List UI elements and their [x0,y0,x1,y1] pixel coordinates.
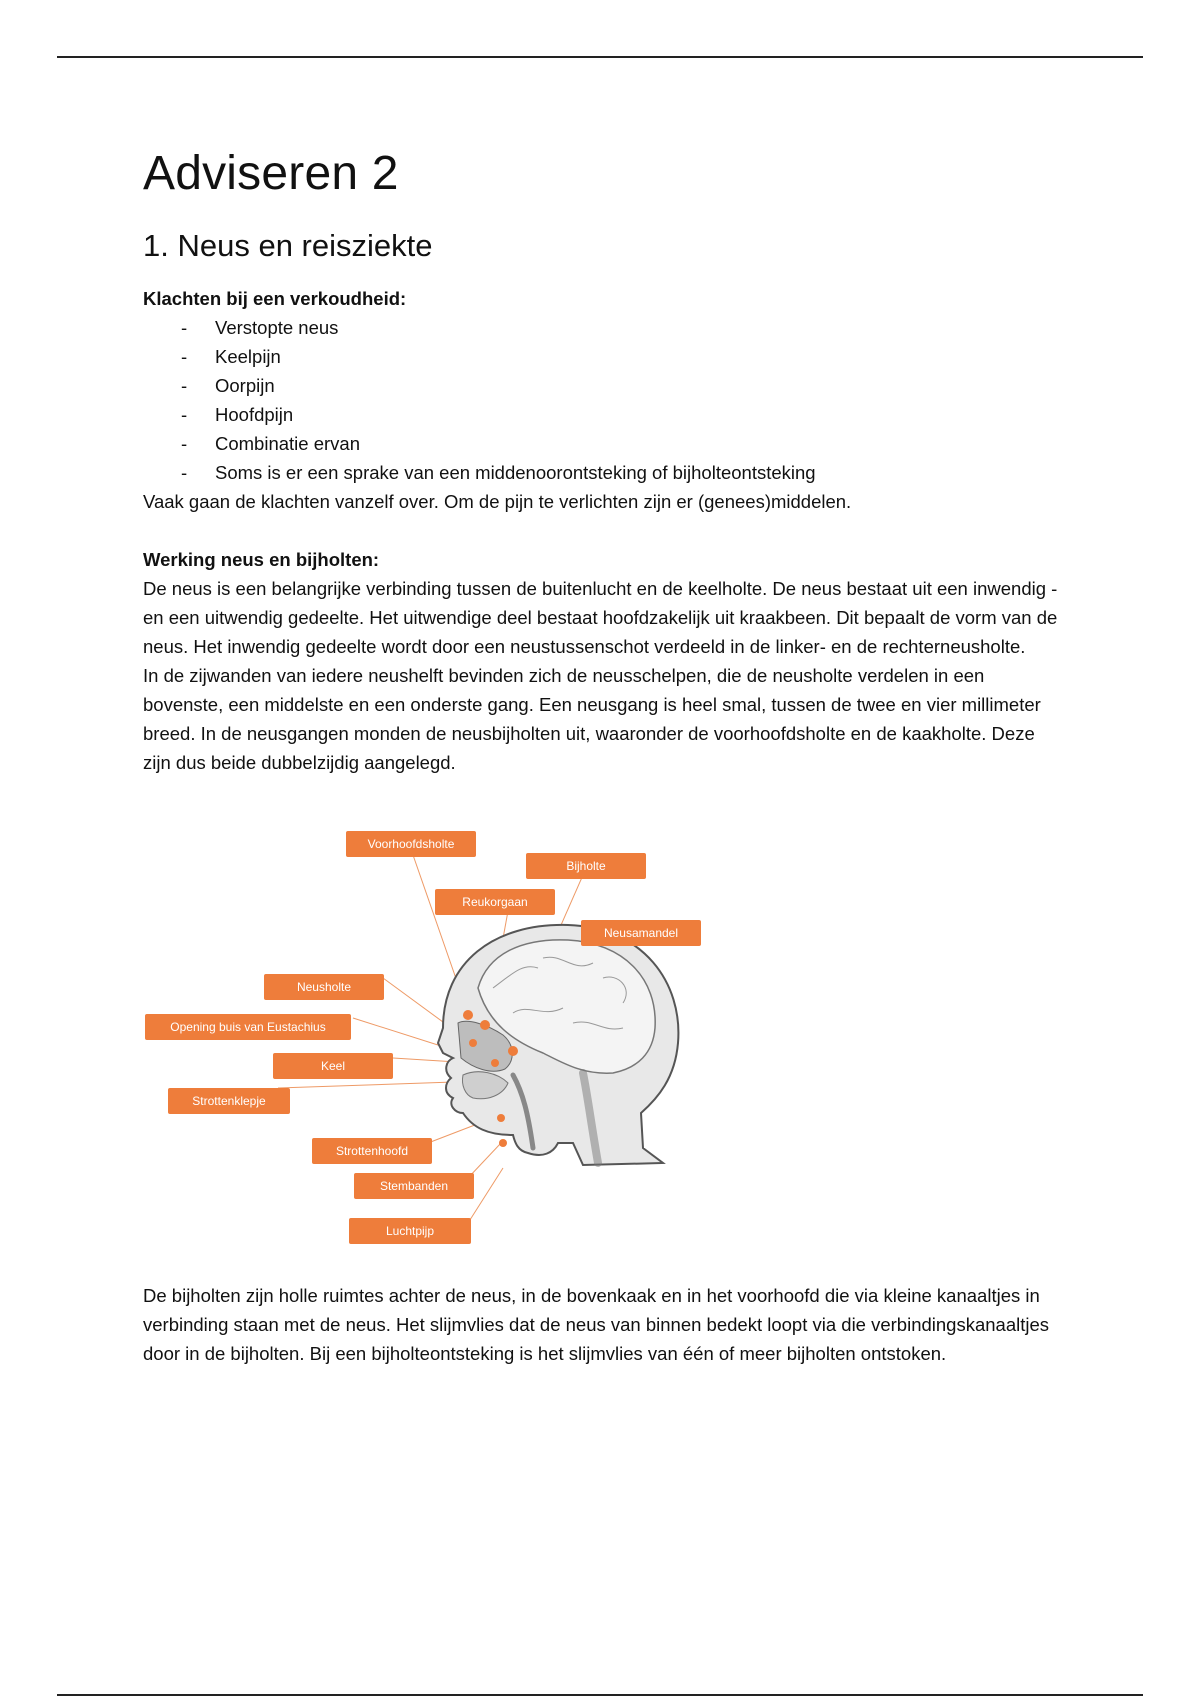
document-title: Adviseren 2 [143,147,399,200]
list-item-text: Hoofdpijn [215,403,294,425]
bottom-rule [57,1694,1143,1696]
bullet-marker: - [181,403,188,425]
bullet-marker: - [181,432,188,454]
label-stembanden: Stembanden [354,1173,474,1199]
list-item-text: Keelpijn [215,345,281,367]
complaints-list [143,313,1063,487]
working-paragraph-1: De neus is een belangrijke verbinding tussen de buitenlucht en de keelholte. De neus bestaat uit een inwendig - en een uitwendig gedeelte. Het uitwendige deel bestaat hoofdzakelijk uit kraakbeen. Dit bepaalt de vorm van de neus. Het inwendig gedeelte wordt door een neustussenschot verdeeld in de linker- en de rechterneusholte. [143,577,1058,657]
working-section [143,545,1063,777]
spacer [143,516,1063,545]
top-rule [57,56,1143,58]
bullet-marker: - [181,374,188,396]
label-eustachius: Opening buis van Eustachius [145,1014,351,1040]
complaints-section [143,284,1063,516]
list-item-text: Soms is er een sprake van een middenoorontsteking of bijholteontsteking [215,461,816,483]
label-voorhoofdsholte: Voorhoofdsholte [346,831,476,857]
list-item [143,400,1063,429]
list-item [143,458,1063,487]
working-heading: Werking neus en bijholten: [143,548,380,570]
head-anatomy-figure [143,813,703,1243]
sinuses-section [143,1281,1063,1368]
list-item [143,313,1063,342]
complaints-note: Vaak gaan de klachten vanzelf over. Om de pijn te verlichten zijn er (genees)middelen. [143,490,852,512]
list-item [143,429,1063,458]
bullet-marker: - [181,316,188,338]
label-strottenklepje: Strottenklepje [168,1088,290,1114]
page-content [143,148,1063,1368]
bullet-marker: - [181,345,188,367]
list-item-text: Oorpijn [215,374,275,396]
label-luchtpijp: Luchtpijp [349,1218,471,1244]
list-item-text: Verstopte neus [215,316,339,338]
section-title: 1. Neus en reisziekte [143,227,433,263]
label-strottenhoofd: Strottenhoofd [312,1138,432,1164]
label-keel: Keel [273,1053,393,1079]
label-bijholte: Bijholte [526,853,646,879]
bullet-marker: - [181,461,188,483]
complaints-heading: Klachten bij een verkoudheid: [143,287,407,309]
list-item [143,371,1063,400]
label-neusamandel: Neusamandel [581,920,701,946]
list-item [143,342,1063,371]
working-paragraph-2: In de zijwanden van iedere neushelft bevinden zich de neusschelpen, die de neusholte verdelen in een bovenste, een middelste en een onderste gang. Een neusgang is heel smal, tussen de twee en vier millimeter breed. In de neusgangen monden de neusbijholten uit, waaronder de voorhoofdsholte en de kaakholte. Deze zijn dus beide dubbelzijdig aangelegd. [143,664,1041,773]
label-neusholte: Neusholte [264,974,384,1000]
list-item-text: Combinatie ervan [215,432,360,454]
label-reukorgaan: Reukorgaan [435,889,555,915]
sinuses-paragraph: De bijholten zijn holle ruimtes achter de neus, in de bovenkaak en in het voorhoofd die via kleine kanaaltjes in verbinding staan met de neus. Het slijmvlies dat de neus van binnen bedekt loopt via die verbindingskanaaltjes door in de bijholten. Bij een bijholteontsteking is het slijmvlies van één of meer bijholten ontstoken. [143,1284,1050,1364]
